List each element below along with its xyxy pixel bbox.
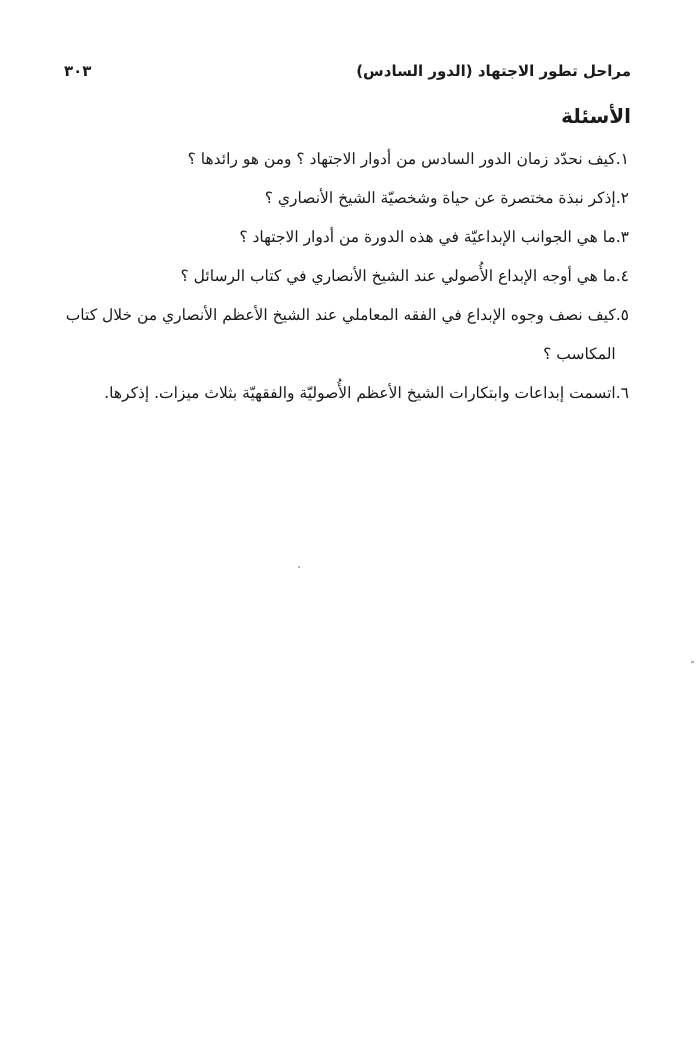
question-number: ٢.	[615, 189, 629, 207]
page-number: ٣٠٣	[64, 62, 92, 80]
question-text: إذكر نبذة مختصرة عن حياة وشخصيّة الشيخ الأنصاري ؟	[264, 189, 616, 207]
question-item	[60, 257, 629, 296]
question-text: كيف نصف وجوه الإبداع في الفقه المعاملي عند الشيخ الأعظم الأنصاري من خلال كتاب المكاسب ؟	[65, 306, 616, 363]
question-number: ٣.	[615, 228, 629, 246]
question-text: ما هي أوجه الإبداع الأُصولي عند الشيخ الأنصاري في كتاب الرسائل ؟	[180, 267, 616, 285]
question-number: ١.	[615, 150, 629, 168]
question-item	[60, 374, 629, 413]
question-number: ٥.	[615, 306, 629, 324]
questions-list	[60, 140, 629, 413]
question-item	[60, 140, 629, 179]
question-text: ما هي الجوانب الإبداعيّة في هذه الدورة من أدوار الاجتهاد ؟	[239, 228, 616, 246]
question-item	[60, 218, 629, 257]
question-item	[60, 296, 629, 374]
running-header	[64, 58, 631, 84]
question-number: ٦.	[615, 384, 629, 402]
question-text: كيف نحدّد زمان الدور السادس من أدوار الاجتهاد ؟ ومن هو رائدها ؟	[187, 150, 616, 168]
scan-edge-mark	[691, 661, 694, 663]
question-item	[60, 179, 629, 218]
chapter-title: مراحل تطور الاجتهاد (الدور السادس)	[356, 62, 631, 80]
question-number: ٤.	[615, 267, 629, 285]
print-speck	[298, 566, 300, 568]
question-text: اتسمت إبداعات وابتكارات الشيخ الأعظم الأُصوليّة والفقهيّة بثلاث ميزات. إذكرها.	[104, 384, 616, 402]
section-heading: الأسئلة	[561, 104, 631, 128]
